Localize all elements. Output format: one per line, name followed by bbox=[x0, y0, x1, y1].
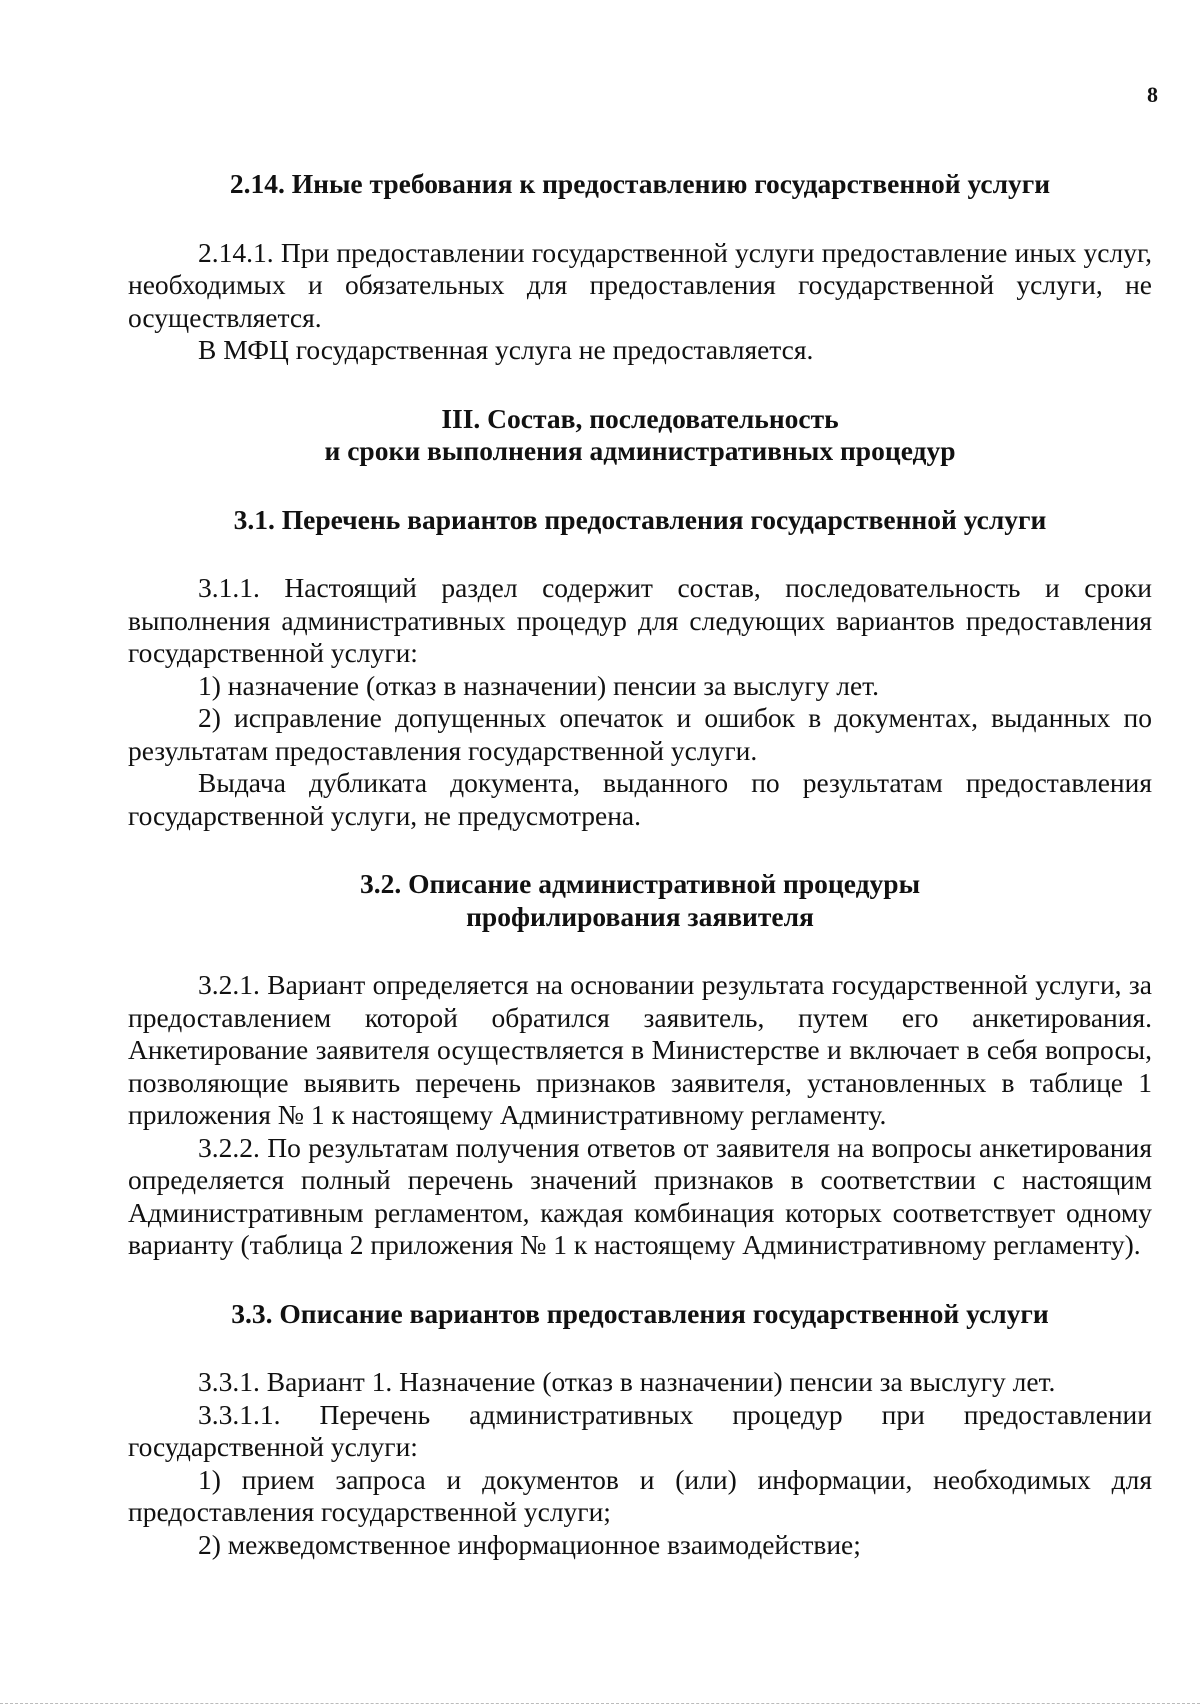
document-body bbox=[128, 168, 1152, 1561]
paragraph-duplicate: Выдача дубликата документа, выданного по результатам предоставления государственной услуги, не предусмотрена. bbox=[128, 767, 1152, 831]
paragraph-3-2-2: 3.2.2. По результатам получения ответов от заявителя на вопросы анкетирования определяется полный перечень значений признаков в соответствии с настоящим Административным регламентом, каждая комбинация которых соответствует одному варианту (таблица 2 приложения № 1 к настоящему Административному регламенту). bbox=[128, 1131, 1152, 1260]
heading-3-2 bbox=[128, 868, 1152, 933]
heading-2-14: 2.14. Иные требования к предоставлению государственной услуги bbox=[229, 168, 1051, 199]
list-item-variant-2: 2) исправление допущенных опечаток и ошибок в документах, выданных по результатам предоставления государственной услуги. bbox=[128, 702, 1152, 766]
list-item-variant-1: 1) назначение (отказ в назначении) пенсии за выслугу лет. bbox=[198, 669, 879, 701]
paragraph-3-1-1: 3.1.1. Настоящий раздел содержит состав, последовательность и сроки выполнения административных процедур для следующих вариантов предоставления государственной услуги: bbox=[128, 572, 1152, 668]
paragraph-3-2-1: 3.2.1. Вариант определяется на основании результата государственной услуги, за предоставлением которой обратился заявитель, путем его анкетирования. Анкетирование заявителя осуществляется в Министерстве и включает в себя вопросы, позволяющие выявить перечень признаков заявителя, установленных в таблице 1 приложения № 1 к настоящему Административному регламенту. bbox=[128, 969, 1152, 1130]
paragraph-mfc: В МФЦ государственная услуга не предоставляется. bbox=[198, 334, 814, 365]
heading-3-2-line-2: профилирования заявителя bbox=[466, 900, 814, 932]
paragraph-2-14-1: 2.14.1. При предоставлении государственной услуги предоставление иных услуг, необходимых и обязательных для предоставления государственной услуги, не осуществляется. bbox=[128, 236, 1152, 333]
list-item-procedure-1: 1) прием запроса и документов и (или) информации, необходимых для предоставления государственной услуги; bbox=[128, 1463, 1152, 1527]
heading-section-3 bbox=[128, 403, 1152, 468]
list-item-procedure-2: 2) межведомственное информационное взаимодействие; bbox=[198, 1528, 861, 1560]
page-number: 8 bbox=[1147, 82, 1158, 107]
heading-section-3-line-2: и сроки выполнения административных процедур bbox=[324, 435, 956, 466]
scan-edge-divider bbox=[0, 1703, 1200, 1704]
heading-3-3: 3.3. Описание вариантов предоставления государственной услуги bbox=[231, 1297, 1049, 1329]
paragraph-3-3-1: 3.3.1. Вариант 1. Назначение (отказ в назначении) пенсии за выслугу лет. bbox=[198, 1366, 1056, 1397]
heading-3-2-line-1: 3.2. Описание административной процедуры bbox=[359, 868, 921, 899]
paragraph-3-3-1-1: 3.3.1.1. Перечень административных процедур при предоставлении государственной услуги: bbox=[128, 1398, 1152, 1462]
heading-section-3-line-1: III. Состав, последовательность bbox=[441, 402, 839, 434]
heading-3-1: 3.1. Перечень вариантов предоставления государственной услуги bbox=[233, 503, 1047, 535]
